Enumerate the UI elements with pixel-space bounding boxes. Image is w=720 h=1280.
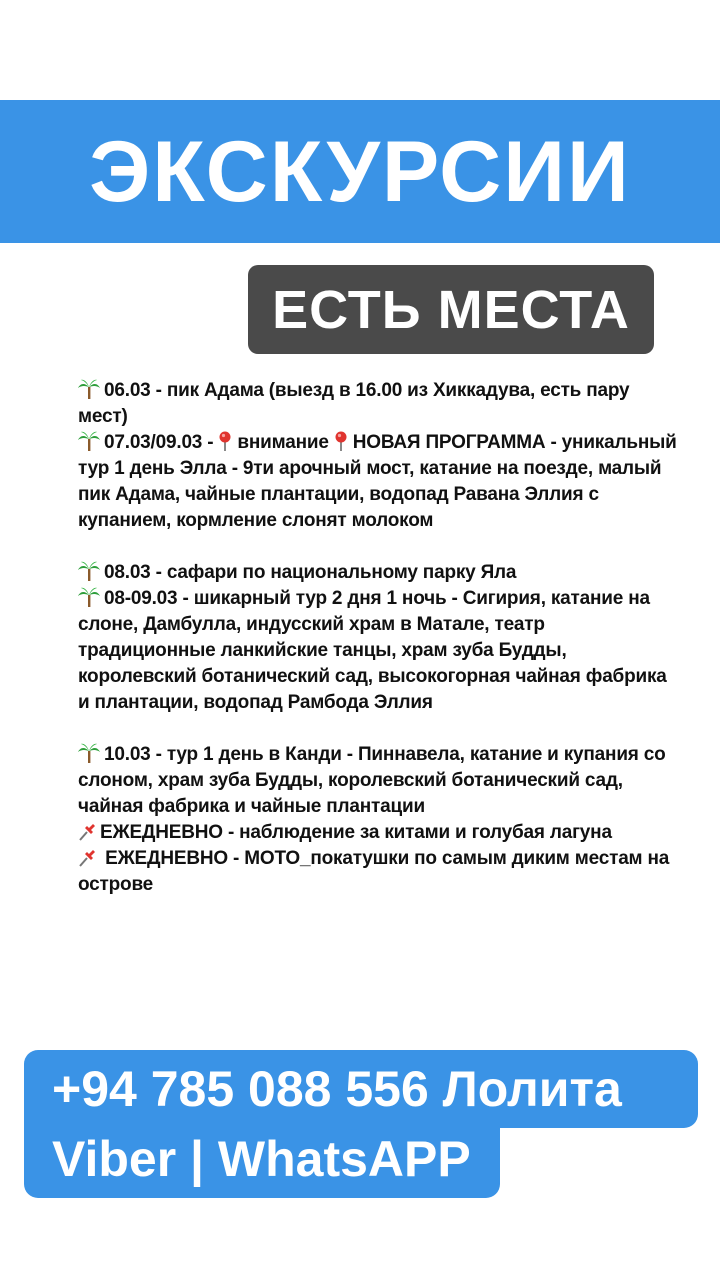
palm-tree-icon <box>78 587 100 607</box>
palm-tree-icon <box>78 561 100 581</box>
tour-item-text: 10.03 - тур 1 день в Канди - Пиннавела, катание и купания со слоном, храм зуба Будды, королевский ботанический сад, чайная фабрика и чайные плантации <box>78 744 666 817</box>
tour-item-date: 07.03/09.03 - <box>104 432 214 453</box>
tour-item <box>78 742 678 820</box>
tour-item <box>78 430 678 534</box>
tour-item-text: ЕЖЕДНЕВНО - наблюдение за китами и голубая лагуна <box>100 822 612 843</box>
availability-badge-label: ЕСТЬ МЕСТА <box>272 279 630 340</box>
tour-list <box>78 378 678 898</box>
contact-messengers: Viber | WhatsAPP <box>52 1131 471 1187</box>
tour-item <box>78 586 678 716</box>
round-pushpin-icon <box>333 431 349 451</box>
tour-item-text: 06.03 - пик Адама (выезд в 16.00 из Хиккадува, есть пару мест) <box>78 380 630 427</box>
tour-item <box>78 820 678 846</box>
palm-tree-icon <box>78 743 100 763</box>
availability-badge <box>248 265 654 354</box>
tour-item <box>78 378 678 430</box>
page-title: ЭКСКУРСИИ <box>89 123 631 220</box>
tour-item-text: НОВАЯ ПРОГРАММА - уникальный тур 1 день Элла - 9ти арочный мост, катание на поезде, малый пик Адама, чайные плантации, водопад Равана Эллия с купанием, кормление слонят молоком <box>78 432 677 531</box>
palm-tree-icon <box>78 431 100 451</box>
tour-item-text: 08-09.03 - шикарный тур 2 дня 1 ночь - Сигирия, катание на слоне, Дамбулла, индусский храм в Матале, театр традиционные ланкийские танцы, храм зуба Будды, королевский ботанический сад, высокогорная чайная фабрика и плантации, водопад Рамбода Эллия <box>78 588 667 713</box>
round-pushpin-icon <box>217 431 233 451</box>
palm-tree-icon <box>78 379 100 399</box>
pushpin-icon <box>78 821 98 841</box>
tour-item-text: ЕЖЕДНЕВНО - МОТО_покатушки по самым диким местам на острове <box>78 848 670 895</box>
tour-item-text: 08.03 - сафари по национальному парку Яла <box>104 562 517 583</box>
tour-item <box>78 560 678 586</box>
tour-item <box>78 846 678 898</box>
pushpin-icon <box>78 847 98 867</box>
contact-phone[interactable]: +94 785 088 556 Лолита <box>52 1061 622 1117</box>
tour-item-notice: внимание <box>237 432 329 453</box>
title-banner <box>0 100 720 243</box>
